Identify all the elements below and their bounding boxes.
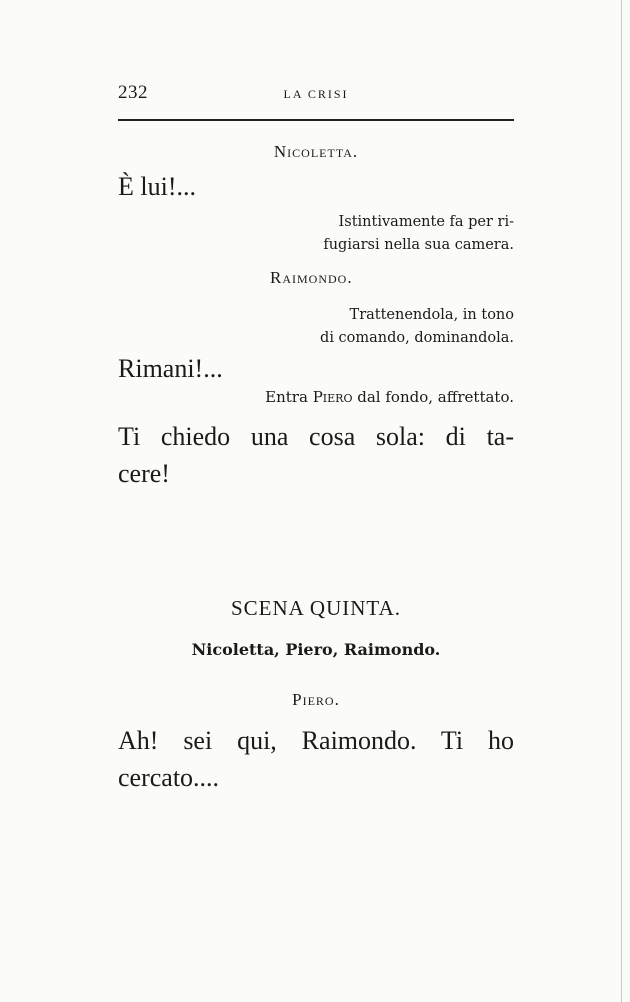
page-number: 232 — [118, 82, 148, 103]
page-header — [118, 82, 514, 104]
entrance-character: Piero — [312, 388, 353, 406]
speaker-raimondo: Raimondo. — [270, 268, 353, 287]
speech-line: È lui!... — [118, 172, 196, 201]
stage-direction-line: di comando, dominandola. — [320, 330, 514, 346]
speech-line: Ah! sei qui, Raimondo. Ti ho — [118, 726, 514, 755]
speaker-piero: Piero. — [292, 690, 340, 709]
speech-line: cere! — [118, 459, 170, 488]
stage-direction — [294, 211, 514, 257]
entrance-text: Entra — [265, 388, 308, 406]
stage-direction-line: Trattenendola, in tono — [349, 307, 514, 323]
stage-direction — [294, 304, 514, 350]
stage-direction-line: fugiarsi nella sua camera. — [323, 237, 514, 253]
running-title: LA CRISI — [283, 87, 349, 101]
speech-line: cercato.... — [118, 763, 220, 792]
scene-characters: Nicoletta, Piero, Raimondo. — [191, 640, 441, 659]
scene-title: SCENA QUINTA. — [231, 596, 401, 620]
header-rule — [118, 119, 514, 121]
speech-block — [118, 418, 514, 492]
speech-line: Rimani!... — [118, 354, 223, 383]
speech-line: Ti chiedo una cosa sola: di ta- — [118, 422, 514, 451]
stage-direction-line: Istintivamente fa per ri- — [338, 214, 514, 230]
speaker-nicoletta: Nicoletta. — [273, 142, 359, 161]
entrance-text: dal fondo, affrettato. — [357, 388, 514, 406]
speech-block — [118, 722, 514, 796]
page-edge — [621, 0, 622, 1002]
entrance-direction — [214, 388, 514, 406]
